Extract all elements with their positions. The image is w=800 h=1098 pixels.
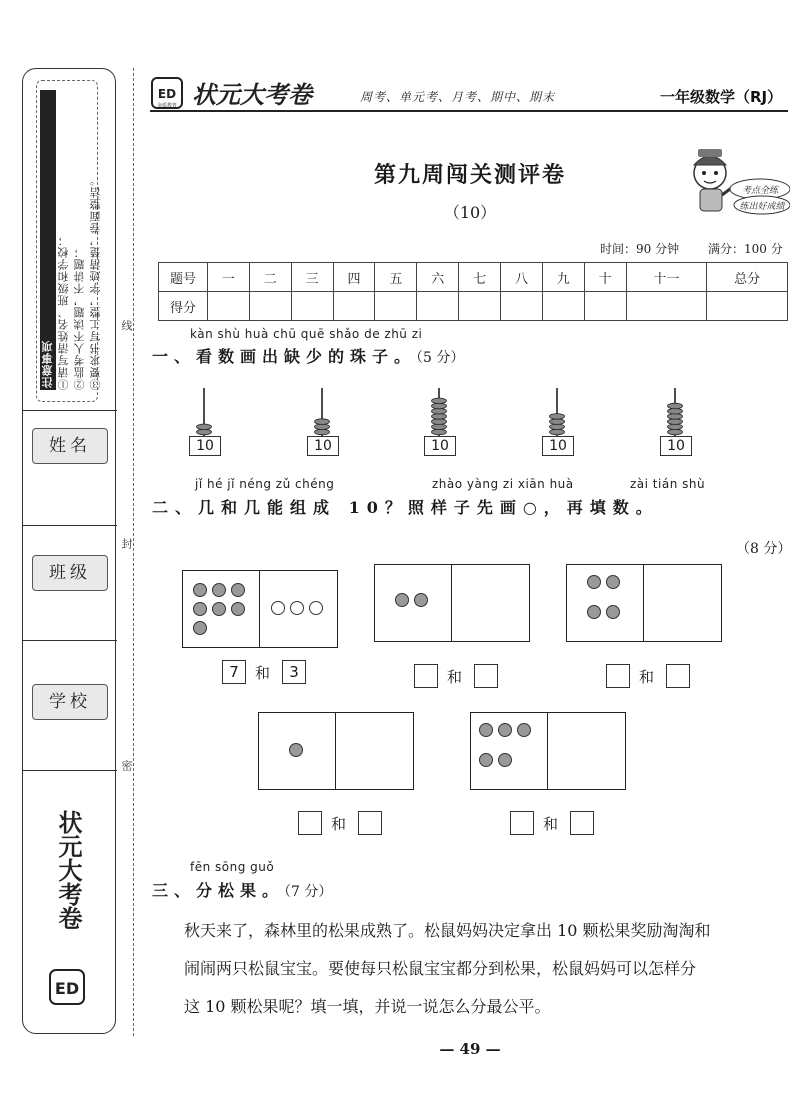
score-table-score-row — [159, 292, 788, 321]
publisher-text: 金质教育 — [156, 103, 178, 109]
abacus-bead — [550, 429, 565, 435]
abacus-bead — [432, 419, 447, 425]
abacus-bead — [668, 414, 683, 420]
score-header-cell: 一 — [208, 263, 250, 292]
ten-frame-example — [182, 570, 338, 648]
abacus-bead — [315, 424, 330, 430]
empty-dot — [271, 601, 285, 615]
score-cell[interactable] — [626, 292, 707, 321]
page-number: — 49 — — [439, 1040, 501, 1058]
filled-dot — [606, 605, 620, 619]
brand-text: 状元大考卷 — [192, 81, 312, 109]
paper-title: 第九周闯关测评卷 — [373, 162, 566, 188]
abacus-number-box: 10 — [307, 436, 339, 456]
strip-logo-text: 状元大考卷 — [54, 810, 82, 930]
abacus-number-box: 10 — [660, 436, 692, 456]
filled-dot — [479, 723, 493, 737]
q3-title — [152, 878, 332, 901]
he-label: 和 — [255, 664, 271, 682]
ten-frame-3 — [566, 564, 722, 642]
score-table — [158, 262, 788, 321]
abacus-number-box: 10 — [542, 436, 574, 456]
q3-score: （7 分） — [284, 884, 333, 900]
filled-dot — [395, 593, 409, 607]
answer-box[interactable] — [606, 664, 630, 688]
score-cell[interactable] — [375, 292, 417, 321]
strip-divider — [22, 770, 117, 771]
q1-title — [152, 344, 464, 367]
score-header-cell: 九 — [542, 263, 584, 292]
abacus-bead — [668, 419, 683, 425]
filled-dot — [193, 602, 207, 616]
score-cell[interactable] — [291, 292, 333, 321]
q3-line-2: 闹闹两只松鼠宝宝。要使每只松鼠宝宝都分到松果，松鼠妈妈可以怎样分 — [184, 959, 697, 978]
abacus-bead — [432, 414, 447, 420]
abacus-bead — [315, 419, 330, 425]
fold-word-line: 线 — [120, 320, 133, 331]
abacus-bead — [432, 408, 447, 414]
fold-word-secret: 密 — [120, 760, 133, 771]
frame-divider — [259, 571, 260, 647]
filled-dot — [193, 583, 207, 597]
example-answer-a: 7 — [222, 660, 246, 684]
score-cell[interactable] — [584, 292, 626, 321]
strip-divider — [22, 525, 117, 526]
header-subtitle: 周考、单元考、月考、期中、期末 — [360, 90, 556, 104]
abacus-number-box: 10 — [189, 436, 221, 456]
score-cell[interactable] — [459, 292, 501, 321]
q3-line-3: 这 10 颗松果呢？填一填，并说一说怎么分最公平。 — [184, 997, 551, 1016]
filled-dot — [498, 753, 512, 767]
frame-divider — [643, 565, 644, 641]
abacus-bead — [315, 429, 330, 435]
abacus-bead — [550, 414, 565, 420]
abacus-bead — [432, 429, 447, 435]
example-answer-b: 3 — [282, 660, 306, 684]
score-header-cell: 四 — [333, 263, 375, 292]
strip-divider — [22, 410, 117, 411]
paper-number: （10） — [443, 203, 497, 222]
filled-dot — [479, 753, 493, 767]
score-cell[interactable] — [208, 292, 250, 321]
svg-text:ED: ED — [54, 979, 80, 998]
abacus-bead — [197, 429, 212, 435]
abacus-bead — [668, 424, 683, 430]
notes-badge: 注意事项 — [40, 90, 56, 390]
score-header-cell: 题号 — [159, 263, 208, 292]
score-cell[interactable] — [707, 292, 788, 321]
abacus-bead — [197, 424, 212, 430]
empty-dot — [290, 601, 304, 615]
filled-dot — [606, 575, 620, 589]
filled-dot — [289, 743, 303, 757]
answer-box[interactable] — [666, 664, 690, 688]
mascot-illustration — [680, 143, 790, 218]
q2-title: 二、几和几能组成 10？照样子先画○，再填数。 — [152, 498, 659, 517]
abacus-bead — [668, 429, 683, 435]
filled-dot — [193, 621, 207, 635]
svg-text:ED: ED — [157, 87, 177, 101]
ten-frame-5 — [470, 712, 626, 790]
abacus-bead — [668, 408, 683, 414]
filled-dot — [231, 583, 245, 597]
he-label: 和 — [331, 815, 347, 833]
answer-box[interactable] — [358, 811, 382, 835]
frame-divider — [547, 713, 548, 789]
score-header-cell: 十一 — [626, 263, 707, 292]
abacus-bead — [550, 424, 565, 430]
score-cell[interactable] — [542, 292, 584, 321]
filled-dot — [587, 605, 601, 619]
filled-dot — [498, 723, 512, 737]
header-rule — [150, 110, 788, 112]
he-label: 和 — [447, 668, 463, 686]
q2-pinyin-2: zhào yàng zi xiān huà — [432, 477, 574, 491]
q1-pinyin: kàn shù huà chū quē shǎo de zhū zi — [190, 327, 423, 341]
filled-dot — [212, 583, 226, 597]
score-cell[interactable] — [249, 292, 291, 321]
abacus-number-box: 10 — [424, 436, 456, 456]
score-row-label: 得分 — [159, 292, 208, 321]
score-table-header-row — [159, 263, 788, 292]
score-header-cell: 八 — [501, 263, 543, 292]
filled-dot — [517, 723, 531, 737]
note-3: ③要求书写工整，字迹清楚，卷面整洁。 — [89, 174, 102, 390]
frame-divider — [335, 713, 336, 789]
abacus-bead — [432, 424, 447, 430]
answer-box[interactable] — [298, 811, 322, 835]
abacus-bead — [432, 398, 447, 404]
q1-title-text: 一、看数画出缺少的珠子。 — [152, 347, 417, 366]
score-header-cell: 三 — [291, 263, 333, 292]
filled-dot — [212, 602, 226, 616]
filled-dot — [587, 575, 601, 589]
answer-box[interactable] — [474, 664, 498, 688]
score-header-cell: 二 — [249, 263, 291, 292]
filled-dot — [231, 602, 245, 616]
fold-word-seal: 封 — [120, 538, 133, 549]
q1-score: （5 分） — [416, 350, 465, 366]
full-score-info: 满分：100 分 — [708, 242, 783, 256]
score-header-cell: 七 — [459, 263, 501, 292]
name-label: 姓名 — [32, 428, 108, 464]
score-header-cell: 五 — [375, 263, 417, 292]
q2-pinyin-3: zài tián shù — [630, 477, 706, 491]
mascot-text-1: 考点全练 — [741, 186, 779, 196]
q2-pinyin-1: jǐ hé jǐ néng zǔ chéng — [195, 477, 335, 491]
q3-pinyin: fēn sōng guǒ — [190, 860, 275, 874]
abacus-bead — [668, 403, 683, 409]
frame-divider — [451, 565, 452, 641]
ten-frame-4 — [258, 712, 414, 790]
score-cell[interactable] — [333, 292, 375, 321]
q3-title-text: 三、分松果。 — [152, 881, 285, 900]
he-label: 和 — [639, 668, 655, 686]
time-info: 时间：90 分钟 — [600, 242, 680, 256]
answer-box[interactable] — [510, 811, 534, 835]
score-header-cell: 十 — [584, 263, 626, 292]
score-cell[interactable] — [417, 292, 459, 321]
score-cell[interactable] — [501, 292, 543, 321]
grade-label: 一年级数学（RJ） — [660, 88, 783, 106]
filled-dot — [414, 593, 428, 607]
empty-dot — [309, 601, 323, 615]
ten-frame-2 — [374, 564, 530, 642]
note-2: ②监考人不读题，不讲题； — [73, 246, 86, 390]
notes-text — [40, 90, 102, 390]
he-label: 和 — [543, 815, 559, 833]
note-1: ①请写清姓名、班级和学校； — [57, 234, 70, 390]
header-logo — [150, 74, 350, 112]
score-header-cell: 六 — [417, 263, 459, 292]
mascot-text-2: 练出好成绩 — [739, 202, 785, 212]
score-header-cell: 总分 — [707, 263, 788, 292]
abacus-bead — [432, 403, 447, 409]
strip-logo — [34, 800, 106, 1015]
strip-divider — [22, 640, 117, 641]
class-label: 班级 — [32, 555, 108, 591]
answer-box[interactable] — [570, 811, 594, 835]
answer-box[interactable] — [414, 664, 438, 688]
q3-line-1: 秋天来了，森林里的松果成熟了。松鼠妈妈决定拿出 10 颗松果奖励淘淘和 — [184, 921, 711, 940]
school-label: 学校 — [32, 684, 108, 720]
q2-score: （8 分） — [736, 541, 792, 557]
abacus-bead — [550, 419, 565, 425]
